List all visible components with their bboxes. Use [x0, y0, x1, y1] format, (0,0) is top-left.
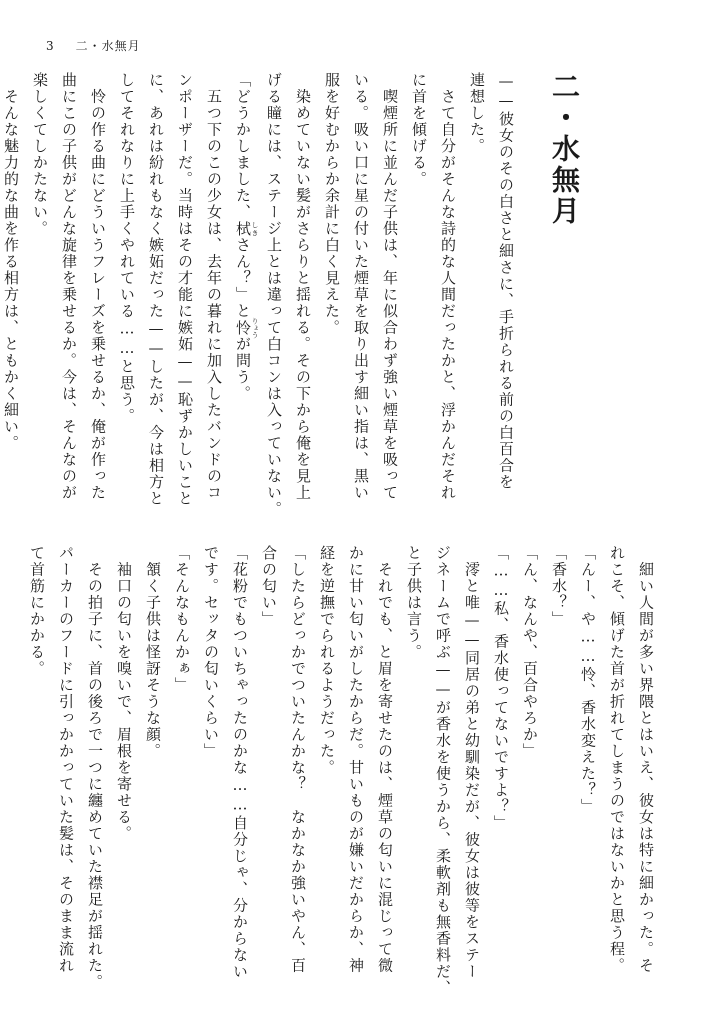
- text-line: それでも、と眉を寄せたのは、煙草の匂いに混じって微: [376, 545, 394, 974]
- text-line: 「ん、なんや、百合やろか」: [521, 545, 539, 760]
- ruby-base: 怜: [234, 317, 252, 339]
- text-line: と子供は言う。: [405, 545, 423, 661]
- text-line: 喫煙所に並んだ子供は、年に似合わず強い煙草を吸って: [381, 72, 399, 501]
- text-line: 細い人間が多い界隈とはいえ、彼女は特に細かった。そ: [637, 545, 655, 974]
- text-line: 怜の作る曲にどういうフレーズを乗せるか、俺が作った: [89, 72, 107, 501]
- text-line: 「花粉でもついちゃったのかな……自分じゃ、分からない: [231, 545, 249, 980]
- text-line: パーカーのフードに引っかかっていた髪は、そのまま流れ: [57, 545, 75, 974]
- text-line: さて自分がそんな詩的な人間だったかと、浮かんだそれ: [439, 72, 457, 501]
- text-line: ——彼女のその白さと細さに、手折られる前の白百合を: [497, 72, 515, 491]
- running-title: 二・水無月: [75, 39, 141, 53]
- text-line: その拍子に、首の後ろで一つに纏めていた襟足が揺れた。: [86, 545, 104, 991]
- text-line: 楽しくてしかたない。: [31, 72, 49, 237]
- text-line: 袖口の匂いを嗅いで、眉根を寄せる。: [115, 545, 133, 842]
- ruby-reading: しき: [251, 220, 259, 237]
- text-line: 五つ下のこの少女は、去年の暮れに加入したバンドのコ: [205, 72, 223, 501]
- upper-text-block: [2, 72, 581, 518]
- lower-text-block: [28, 545, 660, 997]
- text-line: に首を傾げる。: [410, 72, 428, 188]
- text-line: 合の匂い」: [260, 545, 278, 628]
- text-line: いる。吸い口に星の付いた煙草を取り出す細い指は、黒い: [352, 72, 370, 501]
- dialogue-middle: さん？」と: [234, 237, 252, 320]
- text-line: げる瞳には、ステージ上とは違って白コンは入っていない。: [265, 72, 283, 518]
- page-header: [46, 38, 141, 54]
- ruby-shiki: [234, 220, 259, 238]
- ruby-rei: [234, 317, 259, 339]
- text-line: 曲にこの子供がどんな旋律を乗せるか。今は、そんなのが: [60, 72, 78, 501]
- text-line: 「香水？」: [550, 545, 568, 628]
- text-line: 「……私、香水使ってないですよ？」: [492, 545, 510, 832]
- text-line: です。セッタの匂いくらい」: [202, 545, 220, 760]
- text-line: 服を好むからか余計に白く見えた。: [323, 72, 341, 336]
- ruby-base: 栻: [234, 220, 252, 237]
- text-line: て首筋にかかる。: [28, 545, 46, 677]
- text-line: そんな魅力的な曲を作る相方は、ともかく細い。: [2, 72, 20, 452]
- text-line-with-ruby: [228, 72, 259, 504]
- page-number: 3: [46, 39, 54, 53]
- text-line: 澪と唯——同居の弟と幼馴染だが、彼女は彼等をステー: [463, 545, 481, 980]
- text-line: してそれなりに上手くやれている……と思う。: [118, 72, 136, 425]
- text-line: に、あれは紛れもなく嫉妬だった——したが、今は相方と: [147, 72, 165, 507]
- text-line: かに甘い匂いがしたからだ。甘いものが嫌いだからか、神: [347, 545, 365, 974]
- dialogue-tail: が問う。: [234, 336, 252, 402]
- ruby-reading: りょう: [251, 317, 259, 339]
- text-line: 染めていない髪がさらりと揺れる。その下から俺を見上: [294, 72, 312, 501]
- text-line: 経を逆撫でられるようだった。: [318, 545, 336, 776]
- text-line: 「そんなもんかぁ」: [173, 545, 191, 694]
- text-line: 「したらどっかでついたんかな？ なかなか強いやん、百: [289, 545, 307, 974]
- dialogue-start: 「どうかしました、: [234, 72, 252, 221]
- text-line: 頷く子供は怪訝そうな顔。: [144, 545, 162, 760]
- chapter-title: 二・水無月: [548, 72, 581, 227]
- text-line: れこそ、傾げた首が折れてしまうのではないかと思う程。: [608, 545, 626, 974]
- text-line: 「んー、や……怜、香水変えた？」: [579, 545, 597, 815]
- text-line: ンポーザーだ。当時はその才能に嫉妬——恥ずかしいこと: [176, 72, 194, 507]
- text-line: 連想した。: [468, 72, 486, 155]
- text-line: ジネームで呼ぶ——が香水を使うから、柔軟剤も無香料だ、: [434, 545, 452, 997]
